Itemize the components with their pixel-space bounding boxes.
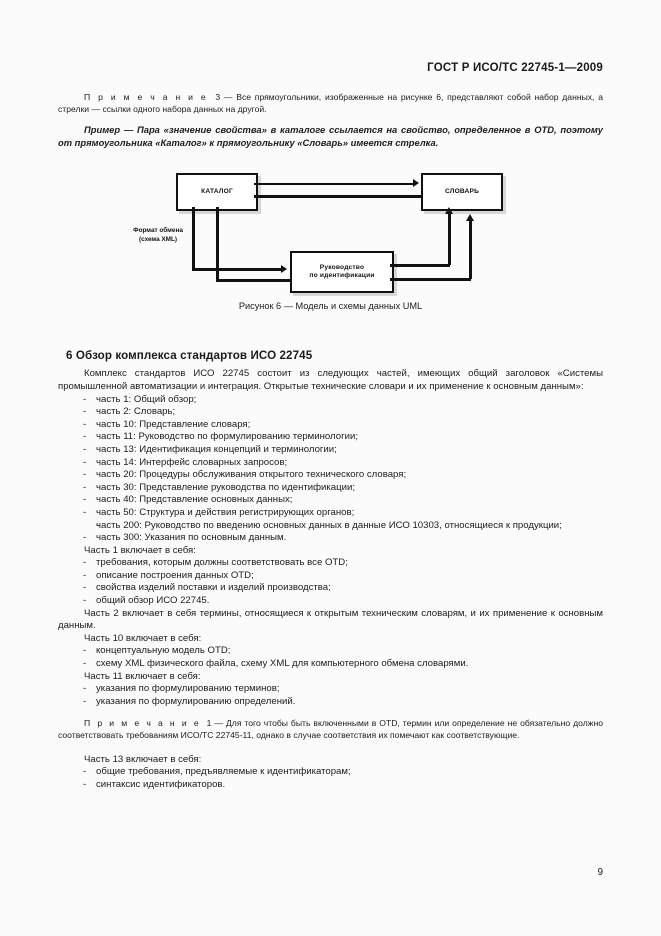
line-guide-to-dictionary-a	[390, 264, 450, 267]
diagram-box-guide-label	[309, 264, 374, 281]
arrow-catalog-to-dictionary-line	[254, 183, 414, 185]
list-item: - часть 300: Указания по основным данным.	[58, 532, 603, 545]
diagram-box-catalog: КАТАЛОГ	[176, 173, 258, 211]
document-body	[58, 92, 603, 791]
list-item: - общий обзор ИСО 22745.	[58, 595, 603, 608]
note-1	[58, 718, 603, 741]
part10-heading: Часть 10 включает в себя:	[84, 632, 202, 644]
uml-diagram	[58, 165, 603, 320]
list-item: - концептуальную модель OTD;	[58, 645, 603, 658]
list-item: - общие требования, предъявляемые к идентификаторам;	[58, 766, 603, 779]
list-item: - часть 200: Руководство по введению основных данных в данные ИСО 10303, относящиеся к продукции;	[58, 520, 603, 533]
exchange-format-line1: Формат обмена	[133, 227, 183, 235]
diagram-box-identification-guide	[290, 251, 394, 293]
diagram-box-guide-line2: по идентификации	[309, 272, 375, 280]
example-paragraph: Пример — Пара «значение свойства» в каталоге ссылается на свойство, определенное в OTD, поэтому от прямоугольника «Каталог» к прямоугольнику «Словарь» имеется стрелка.	[58, 124, 603, 148]
list-item: - часть 50: Структура и действия регистрирующих органов;	[58, 507, 603, 520]
list-item: - схему XML физического файла, схему XML для компьютерного обмена словарями.	[58, 658, 603, 671]
note-1-text: 1 — Для того чтобы быть включенными в OTD, термин или определение не обязательно должно соответствовать требованиям ИСО/ТС 22745-11, однако в случае соответствия их помечают как соответствующие.	[58, 718, 603, 740]
list-item: - часть 14: Интерфейс словарных запросов;	[58, 457, 603, 470]
list-item: - часть 40: Представление основных данных;	[58, 494, 603, 507]
parts-list	[58, 394, 603, 545]
part1-list	[58, 557, 603, 607]
list-item: - часть 10: Представление словаря;	[58, 419, 603, 432]
section-heading-6: 6 Обзор комплекса стандартов ИСО 22745	[66, 349, 313, 363]
line-catalog-down-b	[216, 207, 219, 281]
part10-list	[58, 645, 603, 670]
list-item: - требования, которым должны соответствовать все OTD;	[58, 557, 603, 570]
part11-list	[58, 683, 603, 708]
list-item: - часть 1: Общий обзор;	[58, 394, 603, 407]
list-item: - часть 20: Процедуры обслуживания открытого технического словаря;	[58, 469, 603, 482]
page-number: 9	[597, 867, 603, 878]
part13-heading: Часть 13 включает в себя:	[84, 753, 202, 765]
list-item: - указания по формулированию терминов;	[58, 683, 603, 696]
part11-heading: Часть 11 включает в себя:	[84, 670, 201, 682]
list-item: - свойства изделий поставки и изделий производства;	[58, 582, 603, 595]
arrow-head-dictionary-a	[445, 207, 453, 214]
part13-list	[58, 766, 603, 791]
list-item: - синтаксис идентификаторов.	[58, 779, 603, 792]
list-item: - часть 30: Представление руководства по идентификации;	[58, 482, 603, 495]
line-catalog-down-a	[192, 207, 195, 270]
part2-paragraph: Часть 2 включает в себя термины, относящиеся к открытым техническим словарям, и их применение к основным данным.	[58, 607, 603, 632]
list-item: - часть 13: Идентификация концепций и терминологии;	[58, 444, 603, 457]
section-intro-paragraph: Комплекс стандартов ИСО 22745 состоит из следующих частей, имеющих общий заголовок «Системы промышленной автоматизации и интеграция. Открытые технические словари и их применение к основным данным»:	[58, 368, 603, 392]
figure-caption: Рисунок 6 — Модель и схемы данных UML	[238, 301, 423, 312]
note-3-text: 3 — Все прямоугольники, изображенные на рисунке 6, представляют собой набор данных, а стрелки — ссылки одного набора данных на другой.	[58, 92, 603, 114]
diagram-label-exchange-format	[116, 227, 200, 244]
note-3	[58, 92, 603, 115]
line-catalog-to-guide-a	[192, 268, 282, 271]
figure-6	[58, 165, 603, 325]
list-item: - указания по формулированию определений.	[58, 696, 603, 709]
part1-heading: Часть 1 включает в себя:	[84, 544, 196, 556]
line-dictionary-to-catalog	[254, 195, 421, 198]
arrow-catalog-to-dictionary-head	[413, 179, 419, 187]
list-item: - часть 11: Руководство по формулированию терминологии;	[58, 431, 603, 444]
line-guide-to-dictionary-b	[390, 278, 471, 281]
list-item: - описание построения данных OTD;	[58, 570, 603, 583]
note-3-label: П р и м е ч а н и е	[84, 92, 208, 102]
list-item: - часть 2: Словарь;	[58, 406, 603, 419]
arrow-head-dictionary-b	[466, 214, 474, 221]
line-catalog-to-guide-b	[216, 279, 291, 282]
diagram-box-guide-line1: Руководство	[319, 263, 365, 271]
arrow-head-to-guide-a	[281, 265, 287, 273]
page-header-standard-id: ГОСТ Р ИСО/ТС 22745-1—2009	[427, 62, 603, 74]
exchange-format-line2: (схема XML)	[138, 235, 178, 243]
line-guide-up-a	[448, 213, 451, 265]
note-1-label: П р и м е ч а н и е	[84, 718, 201, 729]
diagram-box-dictionary: СЛОВАРЬ	[421, 173, 503, 211]
line-guide-up-b	[469, 220, 472, 279]
